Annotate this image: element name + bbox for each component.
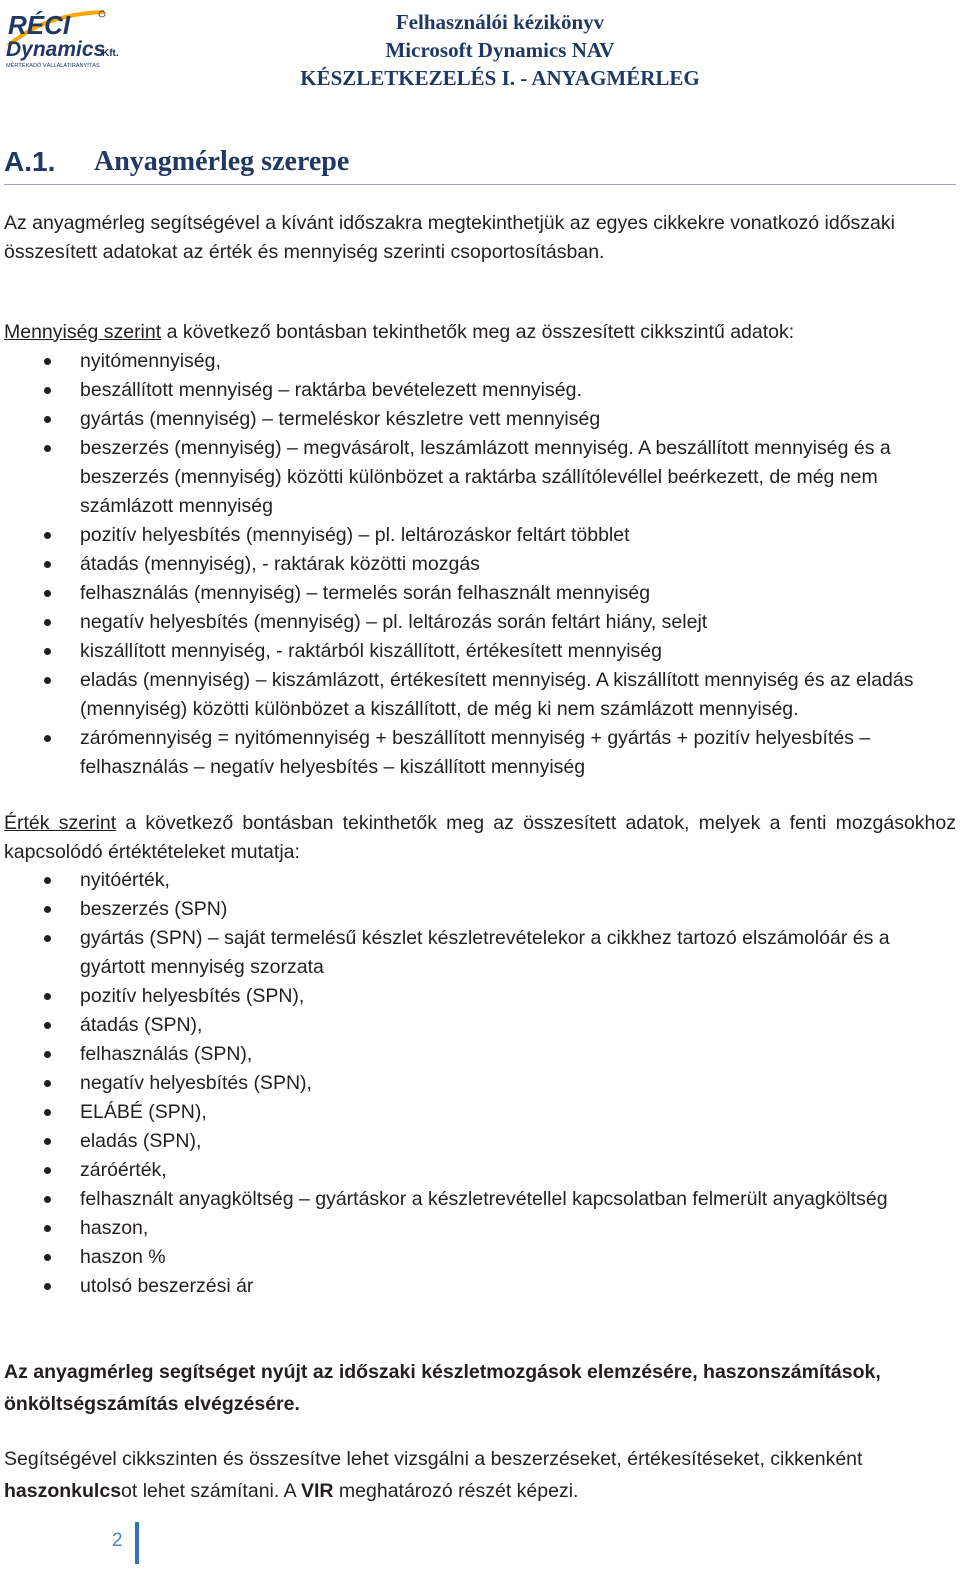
list-item: záróérték, [4, 1156, 956, 1185]
quantity-lead-underlined: Mennyiség szerint [4, 321, 162, 343]
header-line-2: Microsoft Dynamics NAV [385, 38, 615, 62]
header-line-1: Felhasználói kézikönyv [395, 10, 605, 34]
value-list [4, 866, 956, 1301]
list-item: eladás (SPN), [4, 1127, 956, 1156]
final-bold-vir: VIR [300, 1480, 334, 1502]
list-item: haszon, [4, 1214, 956, 1243]
final-text-3: meghatározó részét képezi. [333, 1480, 579, 1502]
logo-text-reci: RÉCI [8, 10, 71, 40]
value-lead-rest: a következő bontásban tekinthetők meg az összesített adatok, melyek a fenti mozgásokhoz kapcsolódó értéktételeket mutatja: [4, 812, 956, 863]
list-item: pozitív helyesbítés (mennyiség) – pl. leltározáskor feltárt többlet [4, 521, 956, 550]
list-item: felhasználás (mennyiség) – termelés során felhasznált mennyiség [4, 579, 956, 608]
value-lead-underlined: Érték szerint [4, 812, 117, 834]
page-number-bar [135, 1522, 139, 1564]
list-item: beszerzés (mennyiség) – megvásárolt, leszámlázott mennyiség. A beszállított mennyiség és a beszerzés (mennyiség) közötti különbözet a raktárba szállítólevéllel beérkezett, de még nem számlázott mennyiség [4, 434, 956, 521]
quantity-list [4, 347, 956, 782]
final-text-1: Segítségével cikkszinten és összesítve lehet vizsgálni a beszerzéseket, értékesítéseket, cikkenként [4, 1448, 863, 1470]
list-item: gyártás (mennyiség) – termeléskor készletre vett mennyiség [4, 405, 956, 434]
list-item: felhasznált anyagköltség – gyártáskor a készletrevétellel kapcsolatban felmerült anyagköltség [4, 1185, 956, 1214]
logo-tagline: MÉRTÉKADÓ VÁLLALATIRÁNYÍTÁS [6, 63, 100, 69]
company-logo [4, 4, 130, 70]
list-item: beszállított mennyiség – raktárba bevételezett mennyiség. [4, 376, 956, 405]
list-item: haszon % [4, 1243, 956, 1272]
list-item: gyártás (SPN) – saját termelésű készlet készletrevételekor a cikkhez tartozó elszámolóár és a gyártott mennyiség szorzata [4, 924, 956, 982]
list-item: eladás (mennyiség) – kiszámlázott, értékesített mennyiség. A kiszállított mennyiség és az eladás (mennyiség) közötti különbözet a kiszállított, de még ki nem számlázott mennyiség. [4, 666, 956, 724]
page-number: 2 [112, 1530, 123, 1551]
list-item: utolsó beszerzési ár [4, 1272, 956, 1301]
list-item: negatív helyesbítés (mennyiség) – pl. leltározás során feltárt hiány, selejt [4, 608, 956, 637]
list-item: beszerzés (SPN) [4, 895, 956, 924]
list-item: kiszállított mennyiség, - raktárból kiszállított, értékesített mennyiség [4, 637, 956, 666]
list-item: zárómennyiség = nyitómennyiség + beszállított mennyiség + gyártás + pozitív helyesbítés – felhasználás – negatív helyesbítés – kiszállított mennyiség [4, 724, 956, 782]
section-title: Anyagmérleg szerepe [94, 146, 350, 177]
final-text-2: ot lehet számítani. A [121, 1480, 301, 1502]
list-item: nyitóérték, [4, 866, 956, 895]
quantity-lead-rest: a következő bontásban tekinthetők meg az összesített cikkszintű adatok: [161, 321, 795, 343]
final-paragraph [4, 1443, 956, 1507]
list-item: felhasználás (SPN), [4, 1040, 956, 1069]
list-item: átadás (mennyiség), - raktárak közötti mozgás [4, 550, 956, 579]
logo-text-kft: Kft. [102, 48, 119, 59]
quantity-lead [4, 318, 956, 347]
list-item: nyitómennyiség, [4, 347, 956, 376]
list-item: negatív helyesbítés (SPN), [4, 1069, 956, 1098]
list-item: ELÁBÉ (SPN), [4, 1098, 956, 1127]
bold-summary: Az anyagmérleg segítséget nyújt az időszaki készletmozgások elemzésére, haszonszámítások, önköltségszámítás elvégzésére. [4, 1361, 881, 1415]
intro-paragraph: Az anyagmérleg segítségével a kívánt időszakra megtekinthetjük az egyes cikkekre vonatkozó időszaki összesített adatokat az érték és mennyiség szerinti csoportosításban. [4, 212, 895, 263]
value-lead [4, 809, 956, 867]
logo-text-dynamics: Dynamics [6, 38, 106, 61]
section-heading [4, 144, 956, 185]
header-line-3: KÉSZLETKEZELÉS I. - ANYAGMÉRLEG [300, 66, 700, 90]
list-item: átadás (SPN), [4, 1011, 956, 1040]
final-bold-haszonkulcs: haszonkulcs [4, 1480, 122, 1502]
section-number: A.1. [4, 146, 56, 177]
document-header [200, 8, 800, 92]
list-item: pozitív helyesbítés (SPN), [4, 982, 956, 1011]
